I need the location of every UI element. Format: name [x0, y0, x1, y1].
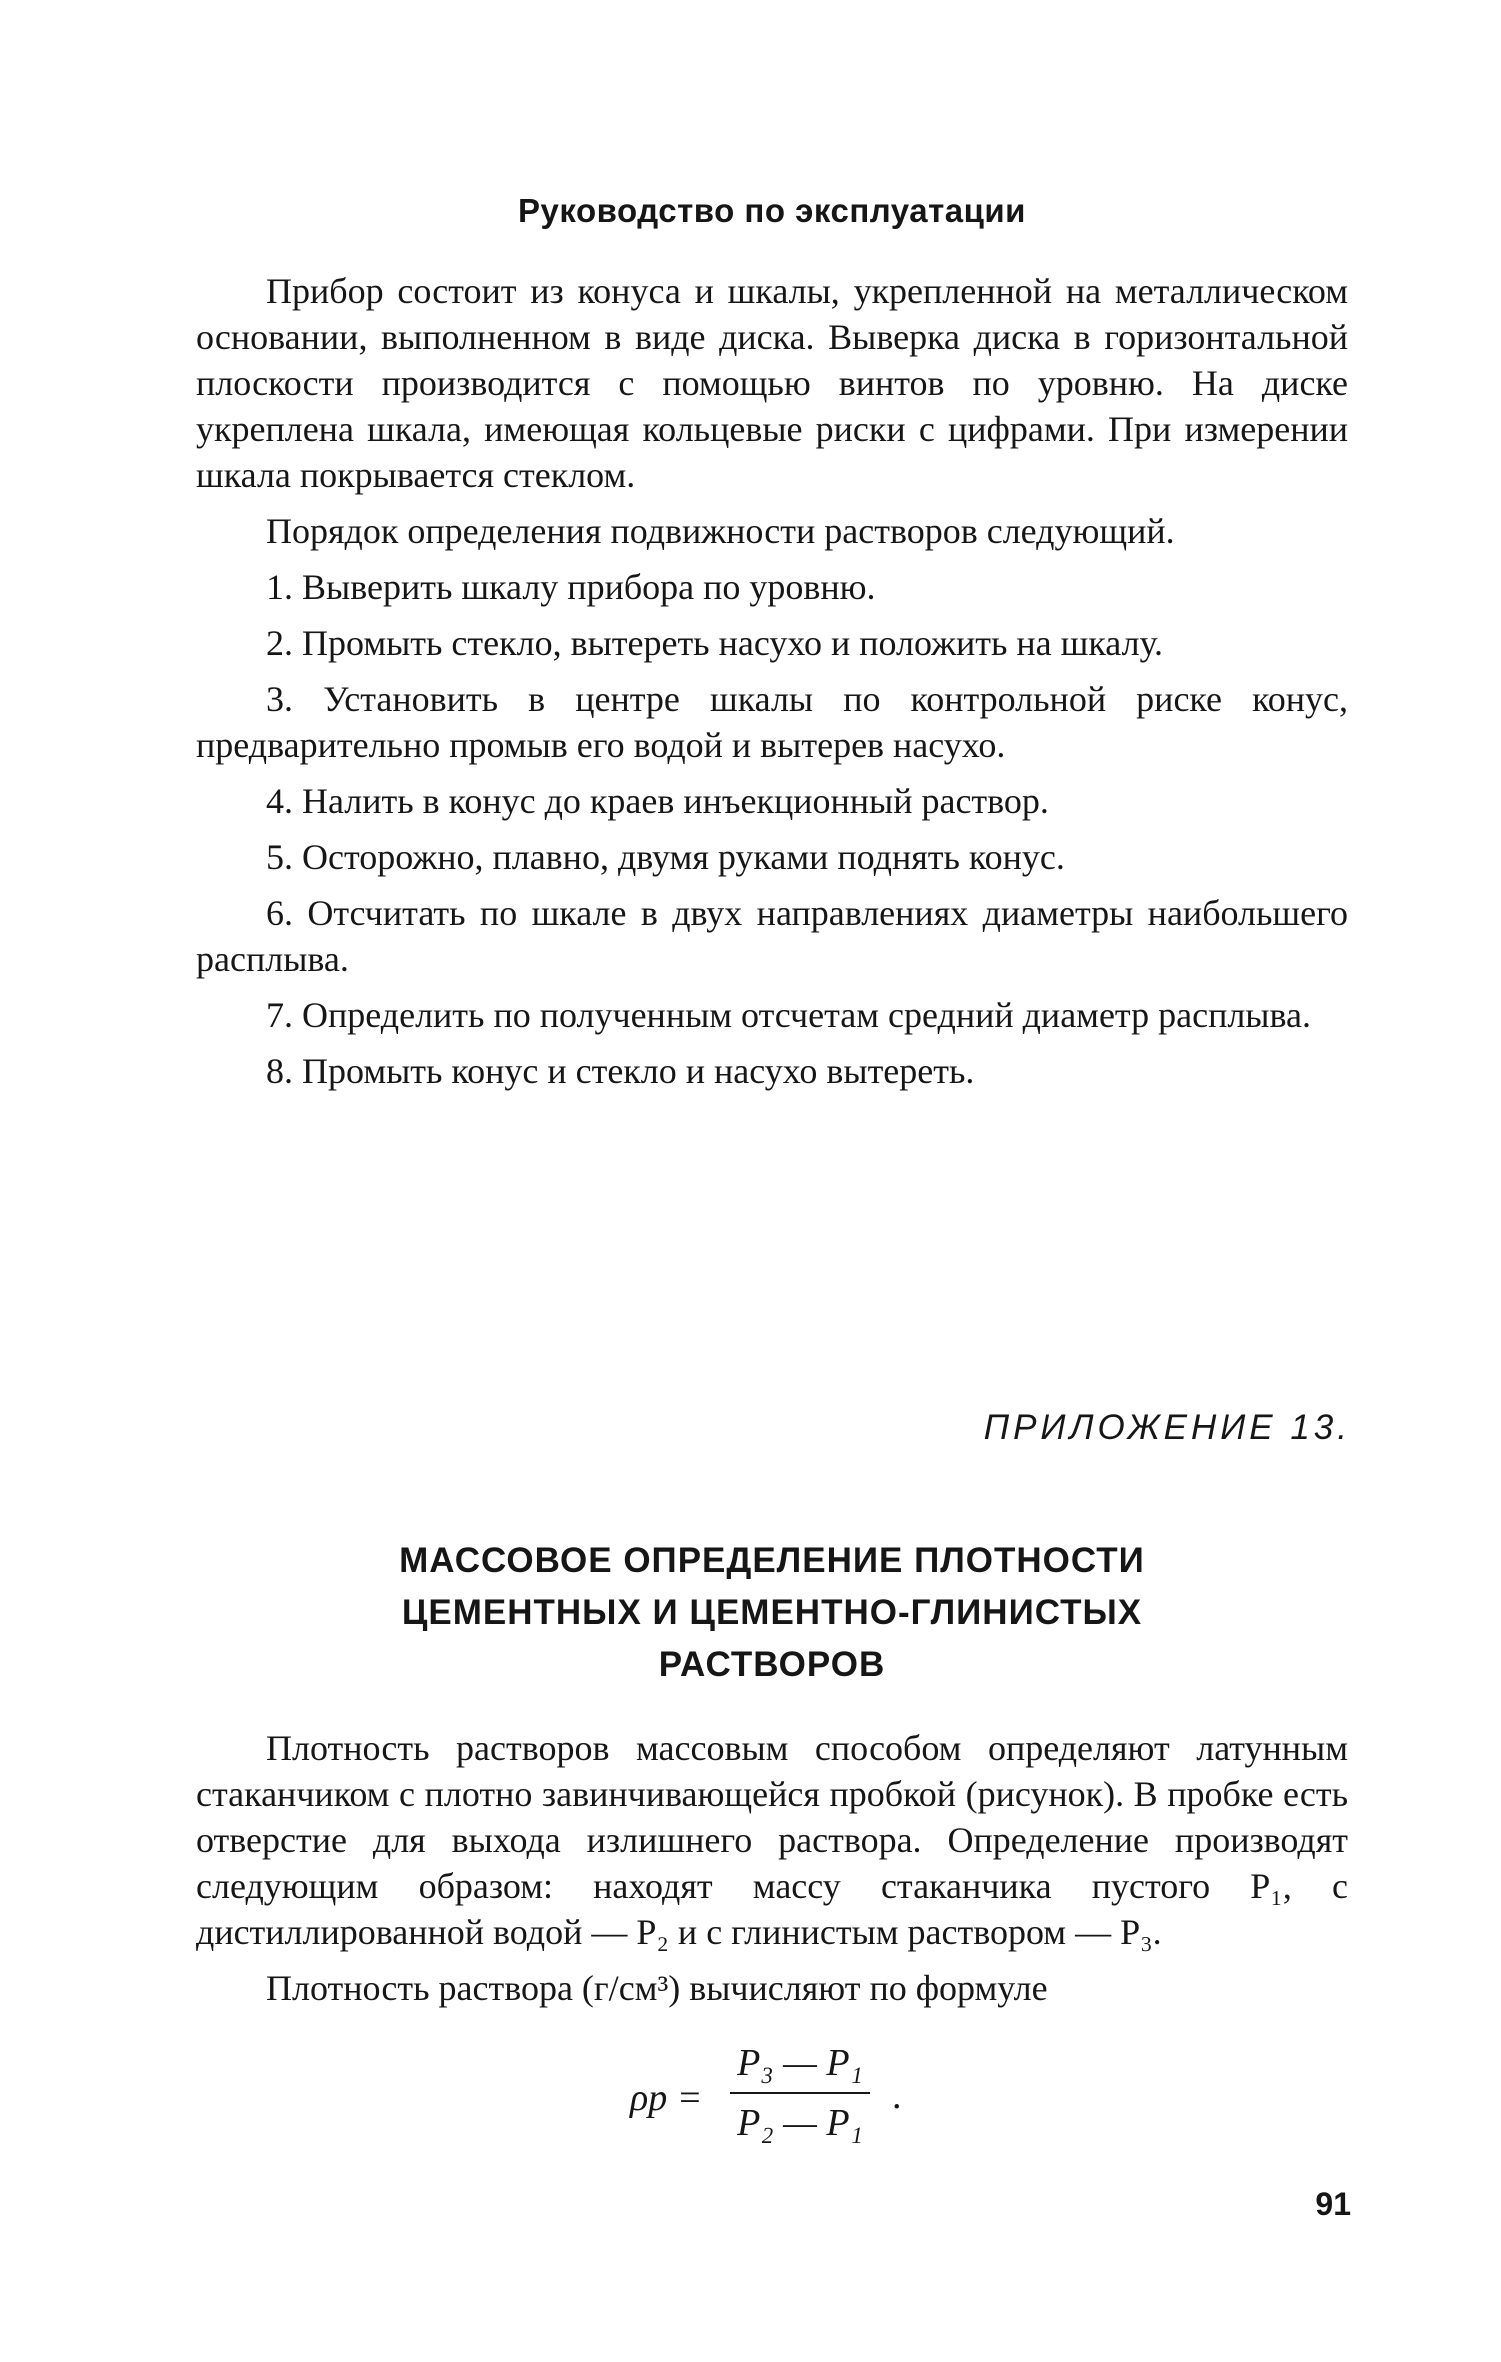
fraction-bar	[730, 2092, 870, 2094]
procedure-step-5: 5. Осторожно, плавно, двумя руками поднять конус.	[266, 837, 1065, 877]
procedure-step-7: 7. Определить по полученным отсчетам средний диаметр расплыва.	[266, 995, 1311, 1035]
instructions-body	[196, 268, 1348, 1104]
density-method-paragraph: Плотность растворов массовым способом определяют латунным стаканчиком с плотно завинчивающейся пробкой (рисунок). В пробке есть отверстие для выхода излишнего раствора. Определение производят следующим образом: находят массу стаканчика пустого P₁, с дистиллированной водой — P₂ и с глинистым раствором — P₃.	[196, 1728, 1348, 1952]
formula-lhs: ρр =	[630, 2077, 703, 2119]
appendix-body	[196, 1725, 1348, 2011]
appendix-title	[196, 1535, 1348, 1691]
formula-numerator: P₃ — P₁	[737, 2042, 863, 2084]
device-description-paragraph: Прибор состоит из конуса и шкалы, укрепленной на металлическом основании, выполненном в виде диска. Выверка диска в горизонтальной плоскости производится с помощью винтов по уровню. На диске укреплена шкала, имеющая кольцевые риски с цифрами. При измерении шкала покрывается стеклом.	[196, 271, 1348, 495]
section-heading: Руководство по эксплуатации	[518, 192, 1026, 229]
procedure-step-2: 2. Промыть стекло, вытереть насухо и положить на шкалу.	[266, 623, 1163, 663]
procedure-intro-paragraph: Порядок определения подвижности растворов следующий.	[266, 511, 1175, 551]
procedure-step-1: 1. Выверить шкалу прибора по уровню.	[266, 567, 876, 607]
formula-end-dot: .	[892, 2075, 902, 2117]
formula-intro-paragraph: Плотность раствора (г/см³) вычисляют по формуле	[266, 1968, 1048, 2008]
procedure-step-6: 6. Отсчитать по шкале в двух направлениях диаметры наибольшего расплыва.	[196, 893, 1348, 979]
appendix-label: ПРИЛОЖЕНИЕ 13.	[983, 1408, 1351, 1447]
formula-denominator: P₂ — P₁	[737, 2102, 863, 2144]
density-formula	[630, 2038, 950, 2148]
formula-fraction	[730, 2038, 870, 2148]
appendix-title-line: ЦЕМЕНТНЫХ И ЦЕМЕНТНО-ГЛИНИСТЫХ	[401, 1593, 1143, 1632]
procedure-step-4: 4. Налить в конус до краев инъекционный раствор.	[266, 781, 1049, 821]
appendix-title-line: РАСТВОРОВ	[658, 1645, 886, 1684]
procedure-step-8: 8. Промыть конус и стекло и насухо вытереть.	[266, 1051, 975, 1091]
page-number: 91	[1315, 2186, 1351, 2222]
appendix-title-line: МАССОВОЕ ОПРЕДЕЛЕНИЕ ПЛОТНОСТИ	[399, 1541, 1145, 1580]
procedure-step-3: 3. Установить в центре шкалы по контрольной риске конус, предварительно промыв его водой и вытерев насухо.	[196, 679, 1348, 765]
